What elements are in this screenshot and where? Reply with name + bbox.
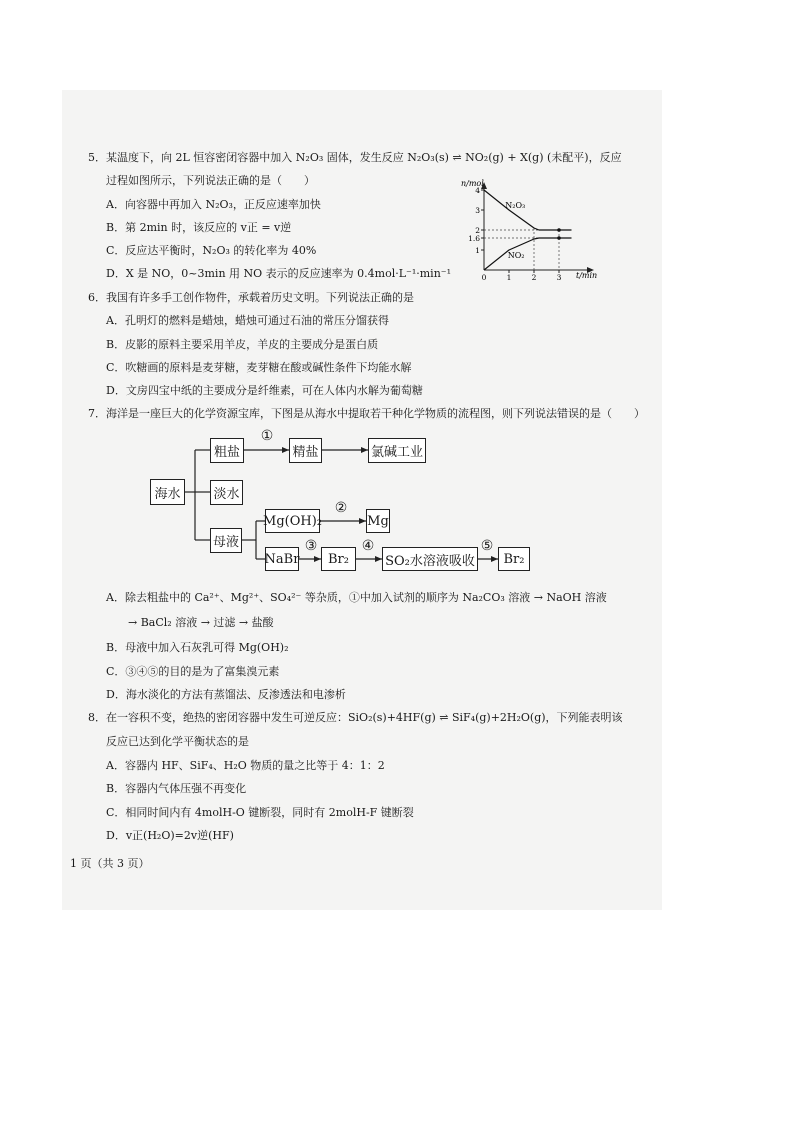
flow-br2-box-1: Br₂ [321,547,356,571]
q8-stem-line2: 反应已达到化学平衡状态的是 [106,735,249,748]
q8-stem-line1: 8．在一容积不变，绝热的密闭容器中发生可逆反应：SiO₂(s)+4HF(g) ⇌ SiF₄(g)+2H₂O(g)，下列能表明该 [88,711,623,724]
flow-br2-box-2: Br₂ [498,547,530,571]
flow-so2-absorb-box: SO₂水溶液吸收 [382,547,478,571]
x-tick-label: 2 [531,273,537,282]
step-5-marker: ⑤ [480,538,494,554]
q5-option-b: B．第 2min 时，该反应的 v正 = v逆 [106,221,292,234]
flow-chlor-alkali-box: 氯碱工业 [368,438,426,463]
q8-option-a: A．容器内 HF、SiF₄、H₂O 物质的量之比等于 4：1：2 [106,759,385,772]
q5-stem-line2: 过程如图所示，下列说法正确的是（ ） [106,174,315,187]
q6-option-c: C．吹糖画的原料是麦芽糖，麦芽糖在酸或碱性条件下均能水解 [106,361,412,374]
y-tick-label: 1 [475,246,480,255]
series-label-n2o3: N₂O₃ [505,201,526,210]
q8-option-c: C．相同时间内有 4molH-O 键断裂，同时有 2molH-F 键断裂 [106,806,414,819]
y-tick-label: 1.6 [468,234,480,243]
flow-mgoh2-box: Mg(OH)₂ [265,509,320,533]
flow-crude-salt-box: 粗盐 [210,438,244,463]
flow-fresh-water-box: 淡水 [210,480,243,505]
q5-option-c: C．反应达平衡时，N₂O₃ 的转化率为 40% [106,244,317,257]
step-1-marker: ① [260,428,274,444]
q5-option-a: A．向容器中再加入 N₂O₃，正反应速率加快 [106,198,321,211]
q7-option-b: B．母液中加入石灰乳可得 Mg(OH)₂ [106,641,289,654]
step-4-marker: ④ [361,538,375,554]
step-2-marker: ② [334,500,348,516]
x-axis-label: t/min [576,271,598,280]
q6-option-a: A．孔明灯的燃料是蜡烛，蜡烛可通过石油的常压分馏获得 [106,314,389,327]
x-tick-label: 1 [506,273,512,282]
q5-stem-line1: 5．某温度下，向 2L 恒容密闭容器中加入 N₂O₃ 固体，发生反应 N₂O₃(s) ⇌ NO₂(g) + X(g) (未配平)，反应 [88,151,622,164]
q8-option-d: D．v正(H₂O)=2v逆(HF) [106,829,234,842]
q6-option-d: D．文房四宝中纸的主要成分是纤维素，可在人体内水解为葡萄糖 [106,384,423,397]
q6-option-b: B．皮影的原料主要采用羊皮，羊皮的主要成分是蛋白质 [106,338,379,351]
series-label-no2: NO₂ [507,251,525,260]
y-tick-label: 2 [475,226,480,235]
q7-option-c: C．③④⑤的目的是为了富集溴元素 [106,665,280,678]
flow-mg-box: Mg [366,509,390,533]
x-tick-label: 3 [556,273,562,282]
y-axis-label: n/mol [461,179,484,188]
flow-seawater-box: 海水 [150,479,185,505]
q6-stem: 6．我国有许多手工创作物件，承载着历史文明。下列说法正确的是 [88,291,414,304]
x-tick-label: 0 [481,273,487,282]
q7-stem: 7．海洋是一座巨大的化学资源宝库，下图是从海水中提取若干种化学物质的流程图，则下列说法错误的是（ ） [88,407,645,420]
page-footer: 1 页（共 3 页） [70,857,150,870]
y-tick-label: 3 [475,206,480,215]
flow-mother-liquor-box: 母液 [210,528,242,553]
q8-option-b: B．容器内气体压强不再变化 [106,782,247,795]
q7-option-d: D．海水淡化的方法有蒸馏法、反渗透法和电渗析 [106,688,346,701]
flow-nabr-box: NaBr [265,547,299,571]
y-tick-label: 4 [475,186,480,195]
q7-option-a-line2: → BaCl₂ 溶液 → 过滤 → 盐酸 [128,616,274,629]
q7-option-a-line1: A．除去粗盐中的 Ca²⁺、Mg²⁺、SO₄²⁻ 等杂质，①中加入试剂的顺序为 Na₂CO₃ 溶液 → NaOH 溶液 [106,591,607,604]
step-3-marker: ③ [304,538,318,554]
flow-refined-salt-box: 精盐 [289,438,322,463]
q5-option-d: D．X 是 NO，0~3min 用 NO 表示的反应速率为 0.4mol·L⁻¹·min⁻¹ [106,267,451,280]
